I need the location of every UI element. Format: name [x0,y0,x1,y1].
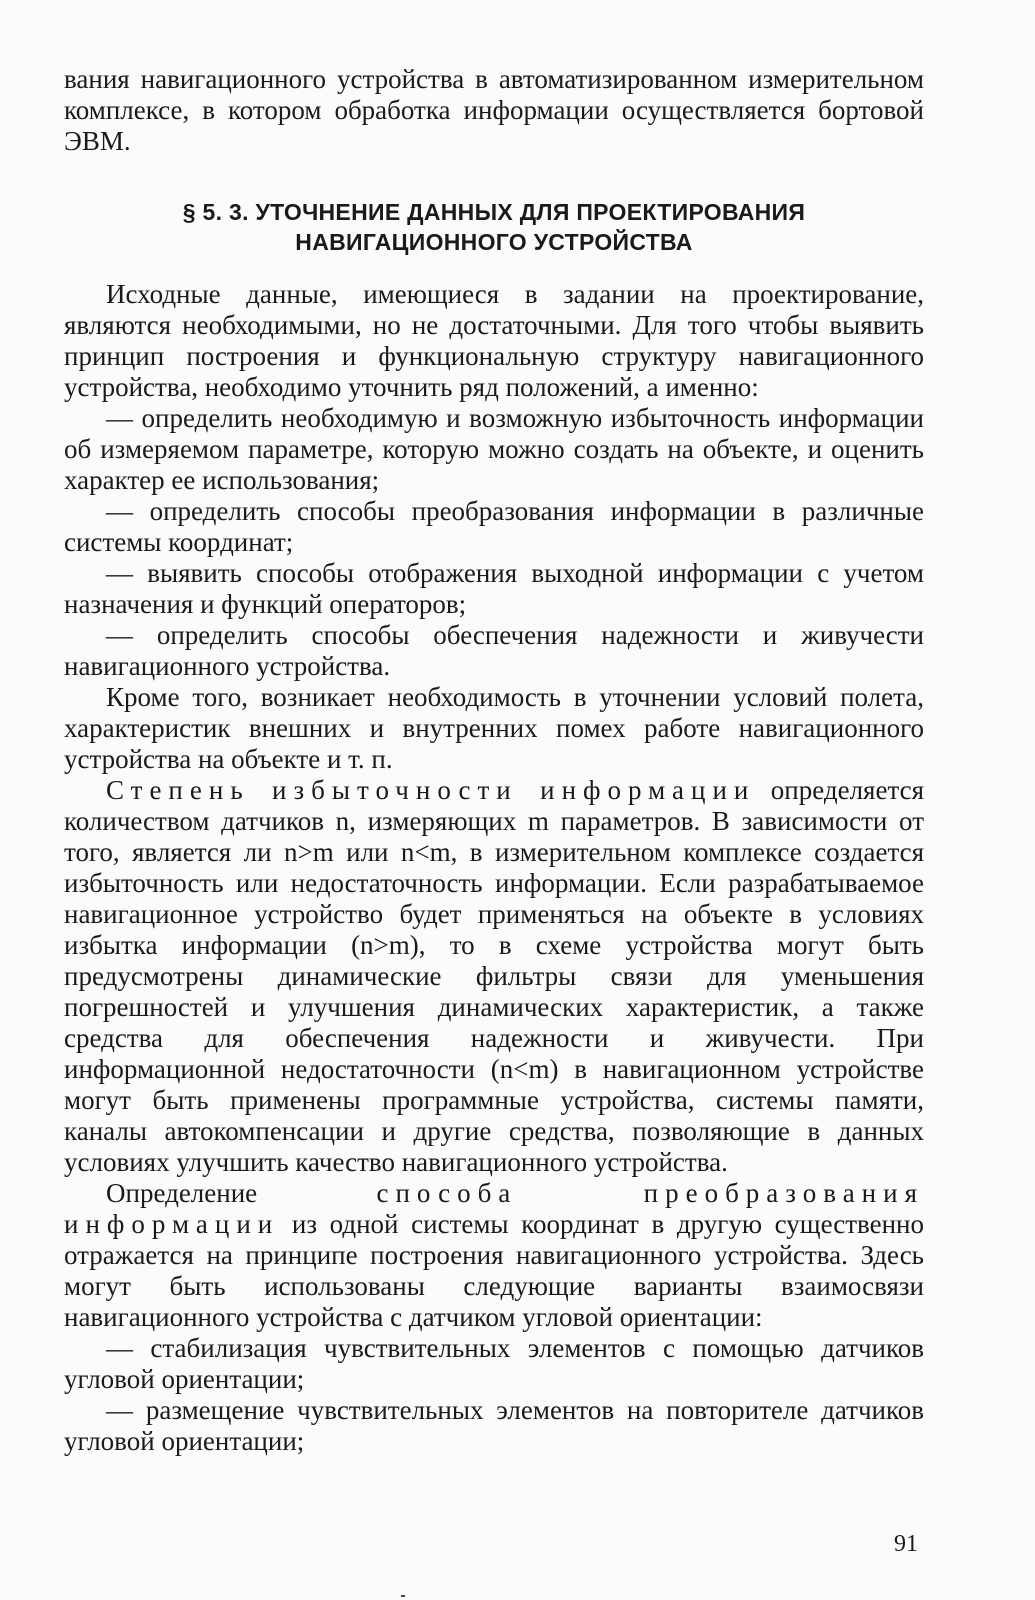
page-number: 91 [894,1531,918,1557]
section-heading [64,197,924,257]
paragraph-2: Кроме того, возникает необходимость в уточнении условий полета, характеристик внешних и внутренних помех работе навигационного устройства на объекте и т. п. [64,682,924,774]
section-title-line-2: НАВИГАЦИОННОГО УСТРОЙСТВА [295,229,693,255]
list-item: — определить способы обеспечения надежности и живучести навигационного устройства. [64,620,924,681]
paragraph-3-text: определяется количеством датчиков n, измеряющих m параметров. В зависимости от того, является ли n>m или n<m, в измерительном комплексе создается избыточность или недостаточность информации. Если разрабатываемое навигационное устройство будет применяться на объекте в условиях избытка информации (n>m), то в схеме устройства могут быть предусмотрены динамические фильтры связи для уменьшения погрешностей и улучшения динамических характеристик, а также средства для обеспечения надежности и живучести. При информационной недостаточности (n<m) в навигационном устройстве могут быть применены программные устройства, системы памяти, каналы автокомпенсации и другие средства, позволяющие в данных условиях улучшить качество навигационного устройства. [64,775,924,1177]
section-title-line-1: § 5. 3. УТОЧНЕНИЕ ДАННЫХ ДЛЯ ПРОЕКТИРОВАНИЯ [182,199,806,225]
list-item: — определить необходимую и возможную избыточность информации об измеряемом параметре, которую можно создать на объекте, и оценить характер ее использования; [64,403,924,495]
spaced-term: Степень избыточности информации [106,775,756,805]
list-item: — выявить способы отображения выходной информации с учетом назначения и функций операторов; [64,558,924,619]
paragraph-4-text: из одной системы координат в другую существенно отражается на принципе построения навигационного устройства. Здесь могут быть использованы следующие варианты взаимосвязи навигационного устройства с датчиком угловой ориентации: [64,1209,924,1332]
spaced-term: способа преобразования информации [64,1178,924,1239]
paragraph-3 [64,775,924,1178]
print-speck [401,1595,405,1597]
list-item: — размещение чувствительных элементов на повторителе датчиков угловой ориентации; [64,1395,924,1456]
list-item: — определить способы преобразования информации в различные системы координат; [64,496,924,557]
paragraph-1: Исходные данные, имеющиеся в задании на проектирование, являются необходимыми, но не достаточными. Для того чтобы выявить принцип построения и функциональную структуру навигационного устройства, необходимо уточнить ряд положений, а именно: [64,279,924,402]
paragraph-4-lead: Определение [106,1178,377,1208]
intro-paragraph: вания навигационного устройства в автоматизированном измерительном комплексе, в котором обработка информации осуществляется бортовой ЭВМ. [64,64,924,156]
page-text [64,64,924,1457]
paragraph-4 [64,1178,924,1333]
list-item: — стабилизация чувствительных элементов с помощью датчиков угловой ориентации; [64,1333,924,1394]
